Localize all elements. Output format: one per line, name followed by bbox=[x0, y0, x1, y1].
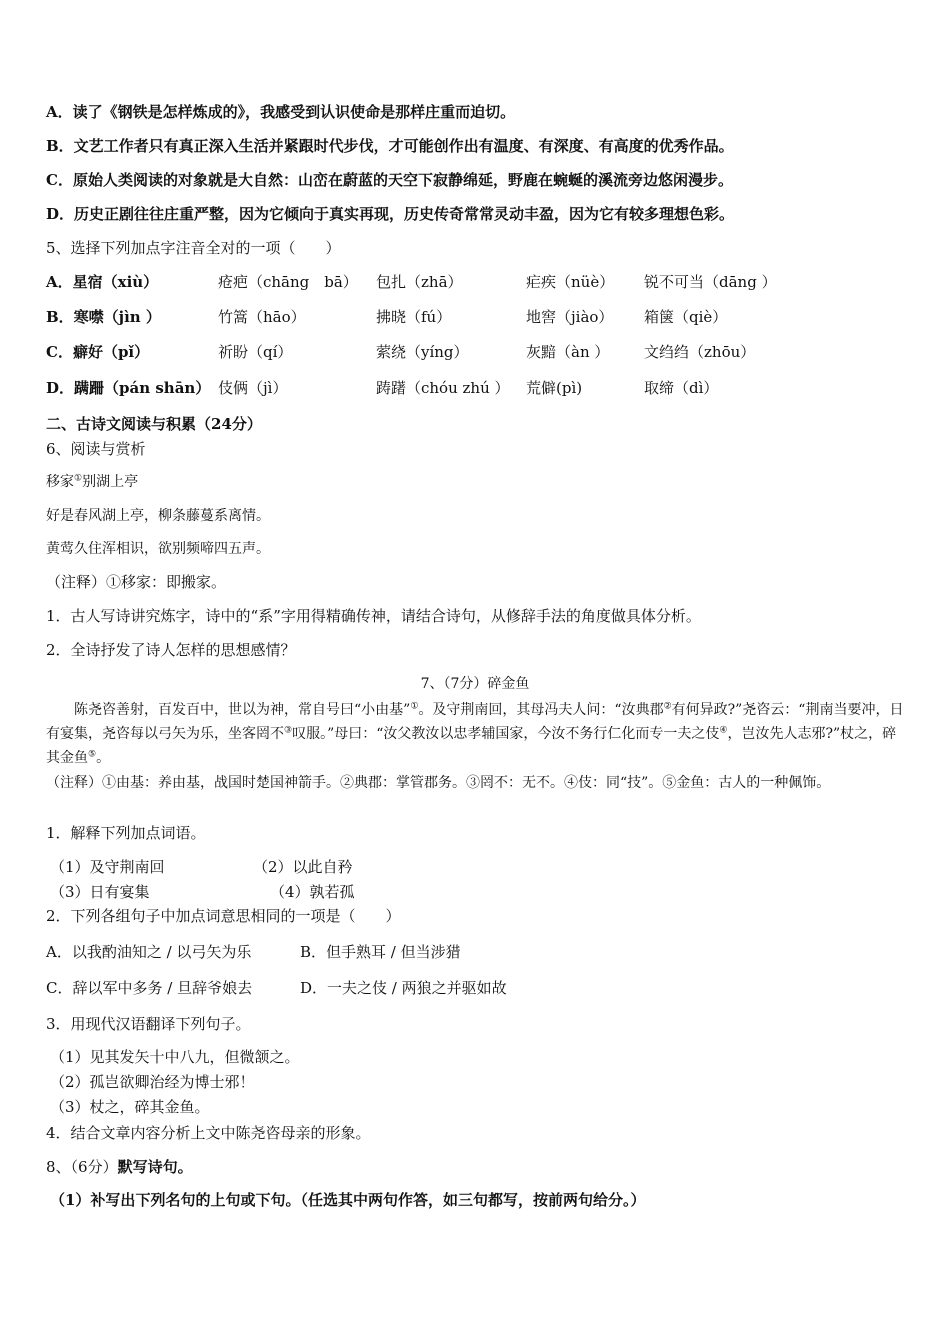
q7-title: 7、（7分）碎金鱼 bbox=[420, 676, 530, 692]
poem-note: （注释）①移家：即搬家。 bbox=[46, 573, 227, 591]
q4-option-a: A．读了《钢铁是怎样炼成的》，我感受到认识使命是那样庄重而迫切。 bbox=[46, 103, 516, 121]
section-2-title: 二、古诗文阅读与积累（24分） bbox=[46, 415, 262, 433]
q5-d-3: 踌躇（chóu zhú ） bbox=[376, 379, 510, 397]
passage-part-1: 陈尧咨善射，百发百中，世以为神，常自号曰“小由基” bbox=[74, 702, 411, 718]
q5-c-5: 文绉绉（zhōu） bbox=[644, 343, 756, 361]
q7-sub-1: 1．解释下列加点词语。 bbox=[46, 824, 206, 842]
q4-option-c: C．原始人类阅读的对象就是大自然：山峦在蔚蓝的天空下寂静绵延，野鹿在蜿蜒的溪流旁边悠闲漫步。 bbox=[46, 171, 733, 189]
passage-part-5: ，岂汝先人志邪?”杖之，碎其金鱼 bbox=[46, 726, 897, 766]
q5-a-1: A．星宿（xiù） bbox=[46, 273, 159, 291]
q5-a-3: 包扎（zhā） bbox=[376, 273, 463, 291]
note-mark-5: ⑤ bbox=[88, 749, 97, 760]
q5-c-1: C．癖好（pǐ） bbox=[46, 343, 150, 361]
q7-sub-3-item-3: （3）杖之，碎其金鱼。 bbox=[50, 1098, 210, 1116]
q7-sub-3: 3．用现代汉语翻译下列句子。 bbox=[46, 1015, 251, 1033]
q7-sub-1-item-1: （1）及守荆南回 bbox=[50, 858, 165, 876]
q5-d-2: 伎俩（jì） bbox=[218, 379, 288, 397]
q7-sub-1-item-4: （4）孰若孤 bbox=[270, 883, 355, 901]
q4-option-b: B．文艺工作者只有真正深入生活并紧跟时代步伐，才可能创作出有温度、有深度、有高度的优秀作品。 bbox=[46, 137, 734, 155]
q5-b-3: 拂晓（fú） bbox=[376, 308, 452, 326]
q6-label: 6、阅读与赏析 bbox=[46, 440, 146, 458]
q4-option-d: D．历史正剧往往庄重严整，因为它倾向于真实再现，历史传奇常常灵动丰盈，因为它有较多理想色彩。 bbox=[46, 205, 735, 223]
note-mark-3: ③ bbox=[284, 725, 293, 736]
q7-sub-2-c: C．辞以军中多务 / 旦辞爷娘去 bbox=[46, 979, 253, 997]
q7-sub-3-item-2: （2）孤岂欲卿治经为博士邪！ bbox=[50, 1073, 255, 1091]
note-mark-1: ① bbox=[410, 701, 419, 712]
q8-title-bold: 默写诗句。 bbox=[117, 1158, 193, 1176]
q5-b-1: B．寒噤（jìn ） bbox=[46, 308, 161, 326]
passage-part-4: 叹服。”母曰：“汝父教汝以忠孝辅国家，今汝不务行仁化而专一夫之伎 bbox=[292, 726, 720, 742]
passage-part-6: 。 bbox=[96, 750, 111, 766]
q8-sub-1: （1）补写出下列名句的上句或下句。（任选其中两句作答，如三句都写，按前两句给分。） bbox=[50, 1191, 646, 1209]
passage-part-3: 有何异政?”尧咨云：“荆南当要冲，日有宴集，尧咨每以弓矢为乐，坐客罔不 bbox=[46, 702, 904, 742]
note-mark-4: ④ bbox=[719, 725, 728, 736]
q5-stem: 5、选择下列加点字注音全对的一项（ ） bbox=[46, 239, 341, 257]
q7-sub-3-item-1: （1）见其发矢十中八九，但微颔之。 bbox=[50, 1048, 300, 1066]
q7-sub-1-item-2: （2）以此自矜 bbox=[253, 858, 353, 876]
q5-a-4: 疟疾（nüè） bbox=[526, 273, 615, 291]
q5-a-5: 锐不可当（dāng ） bbox=[644, 273, 777, 291]
q5-a-2: 疮疤（chāng bā） bbox=[218, 273, 358, 291]
passage-part-2: 。及守荆南回，其母冯夫人问：“汝典郡 bbox=[418, 702, 664, 718]
q7-sub-1-item-3: （3）日有宴集 bbox=[50, 883, 150, 901]
q5-b-4: 地窖（jiào） bbox=[526, 308, 614, 326]
q7-sub-4: 4．结合文章内容分析上文中陈尧咨母亲的形象。 bbox=[46, 1124, 371, 1142]
q5-d-4: 荒僻(pì) bbox=[526, 379, 583, 397]
q7-sub-2-b: B．但手熟耳 / 但当涉猎 bbox=[300, 943, 461, 961]
q7-sub-2-d: D．一夫之伎 / 两狼之并驱如故 bbox=[300, 979, 507, 997]
q5-d-5: 取缔（dì） bbox=[644, 379, 719, 397]
poem-note-mark: ① bbox=[74, 473, 83, 484]
poem-line-2: 黄莺久住浑相识，欲别频啼四五声。 bbox=[46, 541, 270, 557]
q5-c-2: 祈盼（qí） bbox=[218, 343, 293, 361]
poem-title bbox=[46, 472, 138, 492]
q7-sub-2: 2．下列各组句子中加点词意思相同的一项是（ ） bbox=[46, 907, 401, 925]
q7-passage bbox=[46, 698, 908, 770]
poem-title-suffix: 别湖上亭 bbox=[82, 474, 139, 490]
q5-d-1: D．蹒跚（pán shān） bbox=[46, 379, 211, 397]
poem-line-1: 好是春风湖上亭，柳条藤蔓系离情。 bbox=[46, 508, 270, 524]
q6-sub-2: 2．全诗抒发了诗人怎样的思想感情？ bbox=[46, 641, 296, 659]
q5-c-3: 萦绕（yíng） bbox=[376, 343, 469, 361]
q5-c-4: 灰黯（àn ） bbox=[526, 343, 610, 361]
q7-sub-2-a: A．以我酌油知之 / 以弓矢为乐 bbox=[46, 943, 252, 961]
note-mark-2: ② bbox=[663, 701, 672, 712]
q6-sub-1: 1．古人写诗讲究炼字，诗中的“系”字用得精确传神，请结合诗句，从修辞手法的角度做具体分析。 bbox=[46, 607, 701, 625]
q8-title bbox=[46, 1157, 193, 1177]
q8-title-prefix: 8、（6分） bbox=[46, 1158, 118, 1176]
q7-notes: （注释）①由基：养由基，战国时楚国神箭手。②典郡：掌管郡务。③罔不：无不。④伎：同“技”。⑤金鱼：古人的一种佩饰。 bbox=[46, 775, 831, 791]
poem-title-main: 移家 bbox=[46, 474, 74, 490]
q5-b-2: 竹篙（hāo） bbox=[218, 308, 306, 326]
q5-b-5: 箱箧（qiè） bbox=[644, 308, 728, 326]
